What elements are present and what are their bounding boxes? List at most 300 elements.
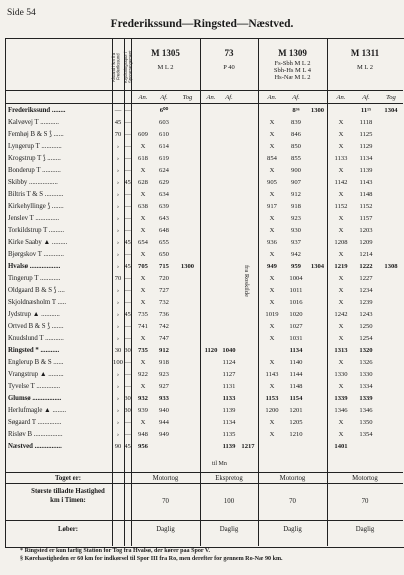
station-row bbox=[5, 225, 403, 237]
station-row bbox=[5, 309, 403, 321]
runs-value: Daglig bbox=[156, 526, 175, 533]
time-cell: 1153 bbox=[265, 395, 279, 402]
time-cell: 917 bbox=[267, 203, 277, 210]
track-value: — bbox=[124, 191, 131, 198]
time-cell: 1152 bbox=[334, 203, 348, 210]
km-value: › bbox=[116, 407, 120, 414]
time-cell: X bbox=[140, 167, 146, 174]
time-cell: 650 bbox=[159, 251, 169, 258]
time-cell: 944 bbox=[159, 419, 169, 426]
train-subheader: M L 2 bbox=[157, 64, 174, 71]
station-row bbox=[5, 117, 403, 129]
time-cell: 735 bbox=[138, 311, 148, 318]
time-cell: X bbox=[338, 215, 344, 222]
track-value: 30 bbox=[124, 407, 131, 414]
footnotes bbox=[20, 548, 400, 563]
station-row bbox=[5, 177, 403, 189]
time-cell: 648 bbox=[159, 227, 169, 234]
time-cell: 1134 bbox=[359, 155, 373, 162]
station-row bbox=[5, 393, 403, 405]
time-cell: 937 bbox=[291, 239, 301, 246]
km-value: › bbox=[116, 431, 120, 438]
time-cell: 923 bbox=[159, 371, 169, 378]
time-cell: X bbox=[140, 191, 146, 198]
max-speed: 70 bbox=[361, 498, 369, 505]
time-cell: 609 bbox=[138, 131, 148, 138]
time-cell: 1300 bbox=[180, 263, 195, 270]
time-cell: X bbox=[338, 119, 344, 126]
station-row bbox=[5, 369, 403, 381]
time-cell: 949 bbox=[159, 431, 169, 438]
time-cell: X bbox=[269, 227, 275, 234]
page-number: Side 54 bbox=[7, 8, 36, 18]
arrival-header: An. bbox=[336, 94, 346, 101]
time-cell: 1134 bbox=[289, 347, 303, 354]
time-cell: 1350 bbox=[359, 419, 373, 426]
footnote: § Kørehastigheden er 60 km for indkørsel til Spor III fra Ro, men derefter for gennem Ro-Næ 90 km. bbox=[20, 555, 283, 562]
station-row bbox=[5, 285, 403, 297]
time-cell: 1227 bbox=[359, 275, 373, 282]
time-cell: 918 bbox=[291, 203, 301, 210]
station-row bbox=[5, 441, 403, 453]
time-cell: 610 bbox=[159, 131, 169, 138]
track-value: — bbox=[124, 215, 131, 222]
time-cell: 956 bbox=[138, 443, 148, 450]
time-cell: 927 bbox=[159, 383, 169, 390]
time-cell: 1219 bbox=[334, 263, 348, 270]
time-cell: 1140 bbox=[289, 359, 303, 366]
time-cell: X bbox=[140, 275, 146, 282]
station-row bbox=[5, 345, 403, 357]
time-cell: 907 bbox=[291, 179, 301, 186]
time-cell: 942 bbox=[291, 251, 301, 258]
km-value: › bbox=[116, 239, 120, 246]
time-cell: 1118 bbox=[359, 119, 373, 126]
time-cell: 948 bbox=[138, 431, 148, 438]
time-cell: 1209 bbox=[359, 239, 373, 246]
time-cell: 1313 bbox=[334, 347, 348, 354]
time-cell: 1019 bbox=[265, 311, 279, 318]
time-cell: 1326 bbox=[359, 359, 373, 366]
max-speed-label: Største tilladte Hastighed km i Timen: bbox=[31, 488, 105, 504]
time-cell: X bbox=[269, 323, 275, 330]
time-cell: 936 bbox=[267, 239, 277, 246]
divider bbox=[5, 520, 403, 521]
page-title: Frederikssund—Ringsted—Næstved. bbox=[110, 18, 294, 30]
track-value: 30 bbox=[124, 395, 131, 402]
train-number: 73 bbox=[224, 48, 234, 58]
time-cell: 735 bbox=[138, 347, 148, 354]
track-header: Krydsningsspor / Sporarrangement bbox=[123, 50, 133, 84]
time-cell: 939 bbox=[138, 407, 148, 414]
time-cell: 1205 bbox=[289, 419, 303, 426]
time-cell: 1222 bbox=[359, 263, 373, 270]
time-cell: 1346 bbox=[334, 407, 348, 414]
station-name: Kirkehyllinge ⟆ ....... bbox=[8, 203, 64, 210]
max-speed: 70 bbox=[162, 498, 169, 505]
km-value: › bbox=[116, 419, 120, 426]
time-cell: X bbox=[269, 419, 275, 426]
station-name: Næstved ................ bbox=[8, 443, 62, 450]
station-row bbox=[5, 129, 403, 141]
max-speed: 100 bbox=[223, 498, 235, 505]
time-cell: 1133 bbox=[334, 155, 348, 162]
km-value: › bbox=[116, 155, 120, 162]
time-cell: 618 bbox=[138, 155, 148, 162]
time-cell: 839 bbox=[291, 119, 301, 126]
station-row bbox=[5, 429, 403, 441]
station-row bbox=[5, 141, 403, 153]
runs-value: Daglig bbox=[283, 526, 302, 533]
time-cell: 705 bbox=[138, 263, 148, 270]
station-name: Glumsø ................. bbox=[8, 395, 62, 402]
time-cell: 1330 bbox=[334, 371, 348, 378]
train-type: Motortog bbox=[152, 475, 179, 482]
time-cell: 1120 bbox=[204, 347, 218, 354]
time-cell: 1210 bbox=[289, 431, 303, 438]
train-number: M 1311 bbox=[350, 48, 380, 58]
station-name: Tyvelse T .............. bbox=[8, 383, 61, 390]
time-cell: 638 bbox=[138, 203, 148, 210]
time-cell: X bbox=[269, 335, 275, 342]
time-cell: X bbox=[140, 143, 146, 150]
max-speed: 70 bbox=[289, 498, 296, 505]
km-value: › bbox=[116, 383, 120, 390]
time-cell: X bbox=[338, 143, 344, 150]
time-cell: 918 bbox=[159, 359, 169, 366]
time-cell: 1346 bbox=[359, 407, 373, 414]
time-cell: 1308 bbox=[384, 263, 398, 270]
time-cell: X bbox=[269, 287, 275, 294]
time-cell: 1203 bbox=[359, 227, 373, 234]
time-cell: X bbox=[338, 359, 344, 366]
time-cell: X bbox=[140, 299, 146, 306]
time-cell: 742 bbox=[159, 323, 169, 330]
time-cell: 940 bbox=[159, 407, 169, 414]
track-value: 45 bbox=[124, 179, 131, 186]
track-value: 45 bbox=[124, 311, 131, 318]
time-cell: 1131 bbox=[222, 383, 236, 390]
time-cell: 634 bbox=[159, 191, 169, 198]
track-value: — bbox=[124, 335, 131, 342]
station-row bbox=[5, 273, 403, 285]
track-value: — bbox=[124, 299, 131, 306]
train-number: M 1309 bbox=[278, 48, 307, 58]
time-cell: X bbox=[338, 167, 344, 174]
time-cell: 8³⁶ bbox=[292, 107, 300, 114]
time-cell: X bbox=[338, 383, 344, 390]
time-cell: 923 bbox=[291, 215, 301, 222]
km-value: › bbox=[116, 251, 120, 258]
time-cell: 1242 bbox=[334, 311, 348, 318]
departure-header: Af. bbox=[362, 94, 370, 101]
time-cell: X bbox=[269, 131, 275, 138]
time-cell: 1127 bbox=[222, 371, 236, 378]
time-cell: 1304 bbox=[310, 263, 325, 270]
time-cell: 1124 bbox=[222, 359, 236, 366]
time-cell: 922 bbox=[138, 371, 148, 378]
time-cell: X bbox=[140, 227, 146, 234]
time-cell: 1142 bbox=[334, 179, 348, 186]
station-row bbox=[5, 417, 403, 429]
time-cell: X bbox=[269, 119, 275, 126]
time-cell: 1300 bbox=[310, 107, 325, 114]
time-cell: 1250 bbox=[359, 323, 373, 330]
time-cell: 1031 bbox=[289, 335, 303, 342]
km-value: 90 bbox=[114, 443, 122, 450]
station-name: Tingerup T ............ bbox=[8, 275, 61, 282]
track-value: — bbox=[124, 383, 131, 390]
until-note: til Mn bbox=[212, 461, 227, 467]
time-cell: 855 bbox=[291, 155, 301, 162]
train-subheader: P 40 bbox=[223, 64, 235, 71]
train-subheader: Fs-Sbh M L 2 Sbh-Hs M L 4 Hs-Næ M L 2 bbox=[273, 60, 312, 81]
time-cell: 1200 bbox=[265, 407, 279, 414]
km-value: › bbox=[116, 191, 120, 198]
train-header: Tog bbox=[182, 94, 193, 101]
station-name: Bonderup T ........... bbox=[8, 167, 61, 174]
time-cell: 1239 bbox=[359, 299, 373, 306]
km-value: 45 bbox=[114, 119, 122, 126]
track-value: — bbox=[124, 323, 131, 330]
time-cell: X bbox=[338, 299, 344, 306]
time-cell: 643 bbox=[159, 215, 169, 222]
station-name: Herlufmagle ▲ ........ bbox=[8, 407, 67, 414]
time-cell: 619 bbox=[159, 155, 169, 162]
station-name: Kalvøvej T ........... bbox=[8, 119, 59, 126]
time-cell: X bbox=[140, 359, 146, 366]
station-name: Jydstrup ▲ ........... bbox=[8, 311, 60, 318]
time-cell: 949 bbox=[267, 263, 277, 270]
km-value: › bbox=[116, 395, 120, 402]
track-value: — bbox=[124, 431, 131, 438]
station-row bbox=[5, 153, 403, 165]
time-cell: 629 bbox=[159, 179, 169, 186]
runs-label: Løber: bbox=[57, 526, 78, 533]
time-cell: 1134 bbox=[222, 419, 236, 426]
time-cell: X bbox=[140, 335, 146, 342]
time-cell: 1135 bbox=[222, 431, 236, 438]
km-value: › bbox=[116, 323, 120, 330]
time-cell: 932 bbox=[138, 395, 148, 402]
station-row bbox=[5, 405, 403, 417]
station-name: Skjoldnæsholm T ..... bbox=[8, 299, 67, 306]
km-value: › bbox=[116, 179, 120, 186]
time-cell: X bbox=[140, 383, 146, 390]
time-cell: X bbox=[338, 251, 344, 258]
time-cell: 912 bbox=[291, 191, 301, 198]
time-cell: 1139 bbox=[222, 443, 236, 450]
track-value: — bbox=[124, 251, 131, 258]
time-cell: 1040 bbox=[222, 347, 236, 354]
km-value: — bbox=[114, 107, 122, 114]
time-cell: 654 bbox=[138, 239, 148, 246]
station-row bbox=[5, 297, 403, 309]
track-value: — bbox=[124, 203, 131, 210]
station-row bbox=[5, 357, 403, 369]
station-name: Risløv B ................. bbox=[8, 431, 63, 438]
km-value: › bbox=[116, 371, 120, 378]
time-cell: 655 bbox=[159, 239, 169, 246]
station-row bbox=[5, 381, 403, 393]
time-cell: 1129 bbox=[359, 143, 373, 150]
station-name: Bjørgskov T ............ bbox=[8, 251, 64, 258]
time-cell: 1217 bbox=[241, 443, 255, 450]
time-cell: X bbox=[269, 359, 275, 366]
time-cell: X bbox=[269, 431, 275, 438]
departure-header: Af. bbox=[292, 94, 300, 101]
time-cell: X bbox=[338, 323, 344, 330]
track-value: — bbox=[124, 227, 131, 234]
time-cell: 1234 bbox=[359, 287, 373, 294]
time-cell: 1004 bbox=[289, 275, 303, 282]
time-cell: 1339 bbox=[359, 395, 373, 402]
train-type: Motortog bbox=[279, 475, 306, 482]
km-header: Afstand i km fra Frederikssund bbox=[111, 52, 121, 82]
track-value: — bbox=[124, 371, 131, 378]
km-value: › bbox=[116, 299, 120, 306]
time-cell: 11¹⁵ bbox=[360, 107, 372, 114]
time-cell: 736 bbox=[159, 311, 169, 318]
time-cell: 1143 bbox=[359, 179, 373, 186]
station-name: Vrangstrup ▲ ......... bbox=[8, 371, 64, 378]
time-cell: X bbox=[140, 287, 146, 294]
km-value: › bbox=[116, 335, 120, 342]
time-cell: X bbox=[338, 335, 344, 342]
train-type: Motortog bbox=[352, 475, 378, 482]
time-cell: 1139 bbox=[359, 167, 373, 174]
station-row bbox=[5, 213, 403, 225]
time-cell: 1254 bbox=[359, 335, 373, 342]
time-cell: 930 bbox=[291, 227, 301, 234]
station-name: Biltris T & S ........... bbox=[8, 191, 64, 198]
time-cell: X bbox=[338, 131, 344, 138]
time-cell: 1139 bbox=[222, 407, 236, 414]
time-cell: 912 bbox=[159, 347, 169, 354]
train-number: M 1305 bbox=[151, 48, 180, 58]
time-cell: 933 bbox=[159, 395, 169, 402]
time-cell: 639 bbox=[159, 203, 169, 210]
time-cell: X bbox=[338, 191, 344, 198]
time-cell: 1330 bbox=[359, 371, 373, 378]
track-value: — bbox=[124, 131, 131, 138]
time-cell: X bbox=[140, 251, 146, 258]
km-value: 30 bbox=[114, 347, 122, 354]
time-cell: 1144 bbox=[289, 371, 303, 378]
time-cell: 1201 bbox=[289, 407, 303, 414]
station-name: Ringsted * ........... bbox=[8, 347, 60, 354]
time-cell: 720 bbox=[159, 275, 169, 282]
time-cell: 1339 bbox=[334, 395, 348, 402]
arrival-header: An. bbox=[267, 94, 277, 101]
station-name: Kirke Saaby ▲ ......... bbox=[8, 239, 68, 246]
station-row bbox=[5, 237, 403, 249]
time-cell: 747 bbox=[159, 335, 169, 342]
time-cell: X bbox=[140, 215, 146, 222]
time-cell: 1148 bbox=[289, 383, 303, 390]
station-name: Hvalsø .................. bbox=[8, 263, 61, 270]
time-cell: 905 bbox=[267, 179, 277, 186]
train-subheader: M L 2 bbox=[356, 64, 373, 71]
station-name: Femhøj B & S ⟆ ...... bbox=[8, 131, 64, 138]
time-cell: 628 bbox=[138, 179, 148, 186]
time-cell: 1243 bbox=[359, 311, 373, 318]
station-name: Torkildstrup T ......... bbox=[8, 227, 65, 234]
train-type: Ekspretog bbox=[215, 475, 243, 482]
time-cell: 603 bbox=[159, 119, 169, 126]
station-name: Englerup B & S ...... bbox=[8, 359, 64, 366]
station-name: Knudslund T ........... bbox=[8, 335, 64, 342]
time-cell: 1401 bbox=[334, 443, 348, 450]
time-cell: 1148 bbox=[359, 191, 373, 198]
arrival-header: An. bbox=[206, 94, 216, 101]
track-value: — bbox=[124, 107, 131, 114]
time-cell: 854 bbox=[267, 155, 277, 162]
station-name: Jenslev T .............. bbox=[8, 215, 60, 222]
time-cell: 1320 bbox=[359, 347, 373, 354]
km-value: › bbox=[116, 227, 120, 234]
time-cell: X bbox=[338, 287, 344, 294]
time-cell: X bbox=[338, 419, 344, 426]
vertical-note: fra Roskilde bbox=[243, 265, 250, 297]
track-value: — bbox=[124, 419, 131, 426]
time-cell: 850 bbox=[291, 143, 301, 150]
time-cell: 900 bbox=[291, 167, 301, 174]
km-value: › bbox=[116, 263, 120, 270]
arrival-header: An. bbox=[138, 94, 148, 101]
time-cell: 1154 bbox=[289, 395, 303, 402]
time-cell: 1304 bbox=[384, 107, 398, 114]
time-cell: 6⁰⁰ bbox=[159, 107, 169, 114]
station-name: Skibby ................. bbox=[8, 179, 58, 186]
track-value: — bbox=[124, 143, 131, 150]
time-cell: 1334 bbox=[359, 383, 373, 390]
time-cell: X bbox=[269, 215, 275, 222]
time-cell: 1214 bbox=[359, 251, 373, 258]
time-cell: 614 bbox=[159, 143, 169, 150]
km-value: 70 bbox=[114, 275, 122, 282]
track-value: — bbox=[124, 119, 131, 126]
track-value: 45 bbox=[124, 239, 131, 246]
km-value: 100 bbox=[113, 359, 123, 366]
train-type-label: Toget er: bbox=[55, 475, 81, 482]
station-row bbox=[5, 321, 403, 333]
station-name: Ortved B & S ⟆ ....... bbox=[8, 323, 64, 330]
time-cell: 1152 bbox=[359, 203, 373, 210]
station-row bbox=[5, 261, 403, 273]
time-cell: 1354 bbox=[359, 431, 373, 438]
track-value: — bbox=[124, 275, 131, 282]
departure-header: Af. bbox=[225, 94, 233, 101]
time-cell: X bbox=[269, 191, 275, 198]
time-cell: 1125 bbox=[359, 131, 373, 138]
track-value: — bbox=[124, 359, 131, 366]
km-value: › bbox=[116, 203, 120, 210]
time-cell: X bbox=[269, 251, 275, 258]
km-value: › bbox=[116, 287, 120, 294]
station-name: Krogstrup T ⟆ ........ bbox=[8, 155, 61, 162]
time-cell: 1011 bbox=[289, 287, 303, 294]
track-value: 45 bbox=[124, 443, 131, 450]
time-cell: 846 bbox=[291, 131, 301, 138]
station-name: Frederikssund ........ bbox=[8, 107, 66, 114]
time-cell: 1027 bbox=[289, 323, 303, 330]
km-value: › bbox=[116, 167, 120, 174]
track-value: — bbox=[124, 167, 131, 174]
track-value: 30 bbox=[124, 347, 131, 354]
time-cell: 1157 bbox=[359, 215, 373, 222]
time-cell: 959 bbox=[291, 263, 301, 270]
